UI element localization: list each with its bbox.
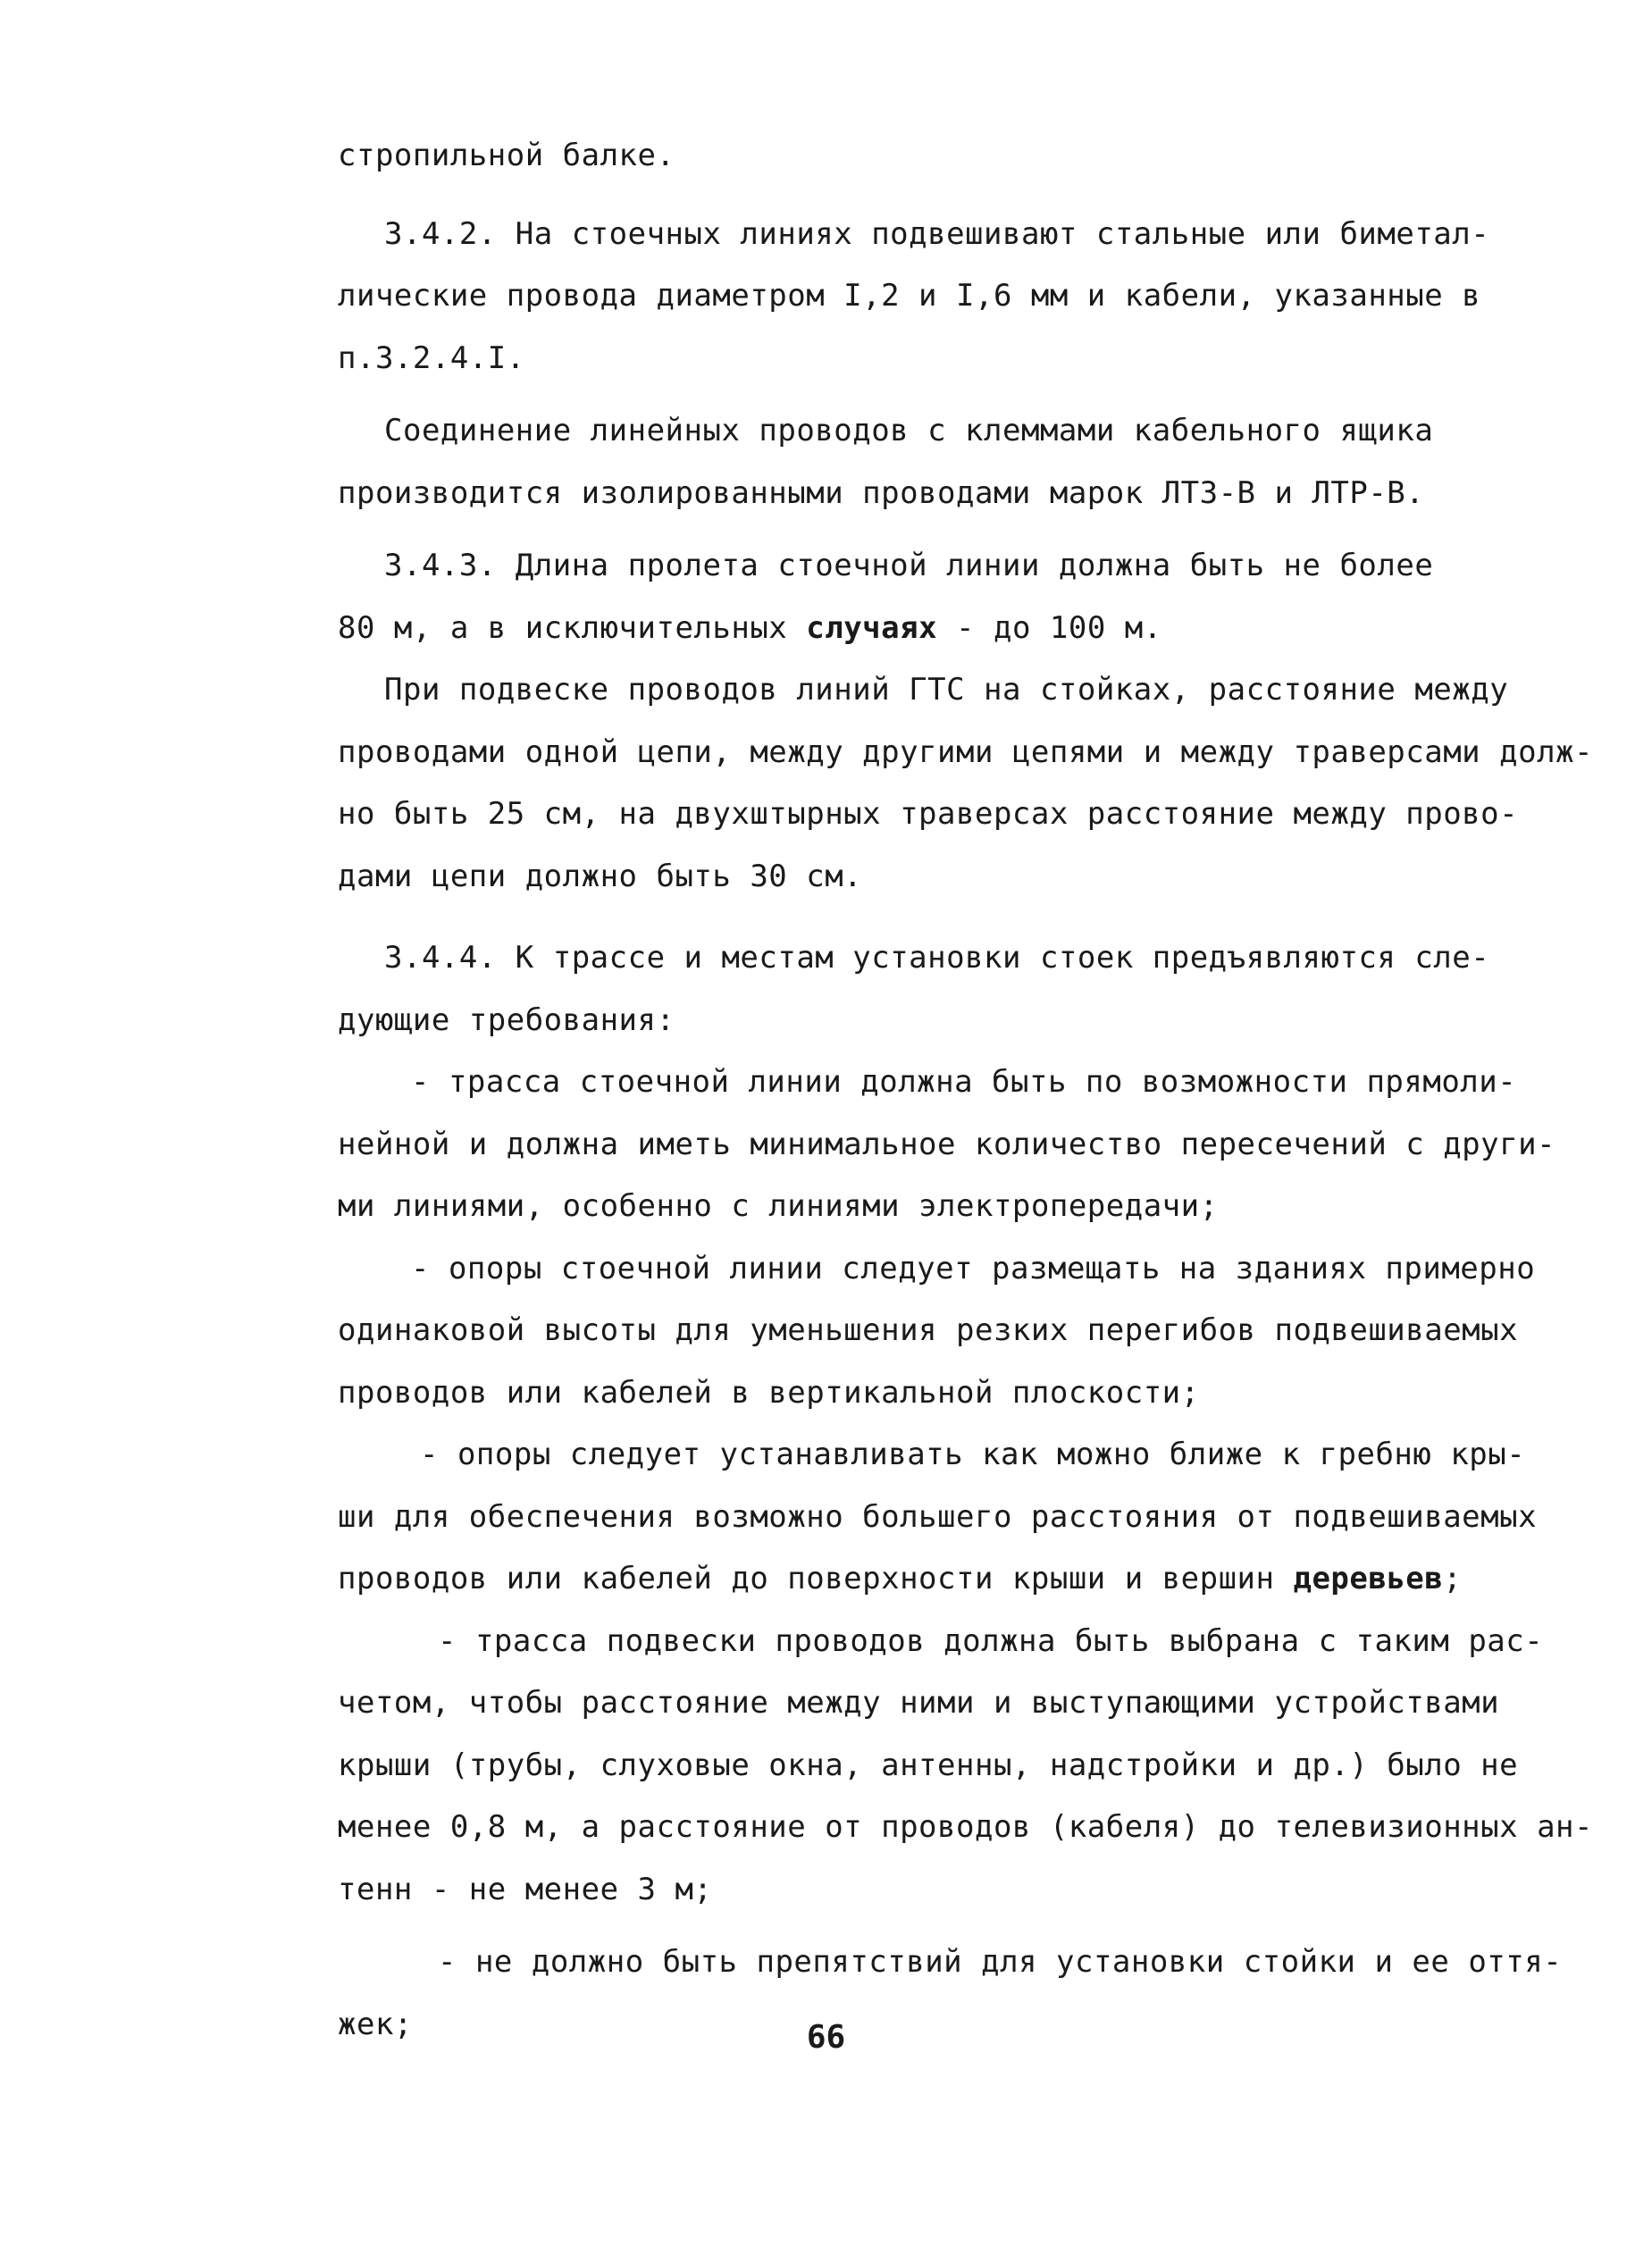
text-line: дующие требования: [338, 1001, 675, 1038]
text-line: 3.4.4. К трассе и местам установки стоек предъявляются сле- [384, 940, 1490, 976]
text-line: жек; [338, 2006, 413, 2042]
paragraph-3-4-3 [338, 535, 1517, 659]
text-line: проводов или кабелей в вертикальной плоскости; [338, 1374, 1200, 1411]
bold-text: деревьев [1293, 1561, 1444, 1596]
text-line: ши для обеспечения возможно большего расстояния от подвешиваемых [338, 1498, 1538, 1535]
text-line [338, 1548, 1517, 1611]
text-line: лические провода диаметром I,2 и I,6 мм и кабели, указанные в [338, 278, 1481, 314]
paragraph-suspension [338, 659, 1593, 908]
requirement-item [338, 1424, 1538, 1611]
paragraph-3-4-4 [338, 927, 1517, 1052]
text-line: - трасса подвески проводов должна быть выбрана с таким рас- [438, 1622, 1544, 1659]
text-line: 3.4.3. Длина пролета стоечной линии должна быть не более [384, 548, 1434, 583]
text-segment: проводов или кабелей до поверхности крыши и вершин [338, 1561, 1275, 1596]
requirement-item [338, 1611, 1593, 1922]
body-text [338, 125, 1593, 2056]
text-line: 3.4.2. На стоечных линиях подвешивают стальные или биметал- [384, 215, 1490, 252]
text-line: ми линиями, особенно с линиями электропередачи; [338, 1188, 1219, 1224]
text-segment: ; [1443, 1561, 1463, 1596]
text-line: но быть 25 см, на двухштырных траверсах расстояние между прово- [338, 796, 1519, 832]
text-line: п.3.2.4.I. [338, 339, 525, 376]
text-line: Соединение линейных проводов с клеммами кабельного ящика [384, 413, 1434, 448]
paragraph-3-4-2 [338, 204, 1517, 390]
text-line: - трасса стоечной линии должна быть по возможности прямоли- [411, 1064, 1517, 1100]
text-line [338, 598, 1517, 660]
text-line: - опоры стоечной линии следует размещать на зданиях примерно [411, 1250, 1536, 1286]
text-line: тенн - не менее 3 м; [338, 1871, 713, 1907]
text-line: производится изолированными проводами марок ЛТЗ-В и ЛТР-В. [338, 474, 1425, 511]
paragraph-continuation [338, 125, 1517, 188]
text-line: - не должно быть препятствий для установки стойки и ее оття- [438, 1944, 1563, 1980]
requirement-item [338, 1052, 1556, 1238]
text-line: проводами одной цепи, между другими цепями и между траверсами долж- [338, 733, 1593, 770]
paragraph-connection [338, 400, 1517, 524]
text-segment: - до 100 м. [937, 609, 1162, 646]
text-line: четом, чтобы расстояние между ними и выступающими устройствами [338, 1685, 1500, 1721]
text-line: стропильной балке. [338, 138, 675, 173]
bold-text: случаях [806, 609, 938, 646]
text-line: дами цепи должно быть 30 см. [338, 858, 863, 894]
text-segment: 80 м, а в исключительных [338, 609, 788, 646]
text-line: - опоры следует устанавливать как можно ближе к гребню кры- [420, 1437, 1526, 1472]
text-line: крыши (трубы, слуховые окна, антенны, надстройки и др.) было не [338, 1747, 1519, 1783]
text-line: одинаковой высоты для уменьшения резких перегибов подвешиваемых [338, 1312, 1519, 1348]
page-number: 66 [806, 2019, 846, 2056]
requirement-item [338, 1238, 1536, 1425]
text-line: менее 0,8 м, а расстояние от проводов (кабеля) до телевизионных ан- [338, 1809, 1593, 1845]
text-line: При подвеске проводов линий ГТС на стойках, расстояние между [384, 672, 1509, 708]
text-line: нейной и должна иметь минимальное количество пересечений с други- [338, 1126, 1556, 1162]
